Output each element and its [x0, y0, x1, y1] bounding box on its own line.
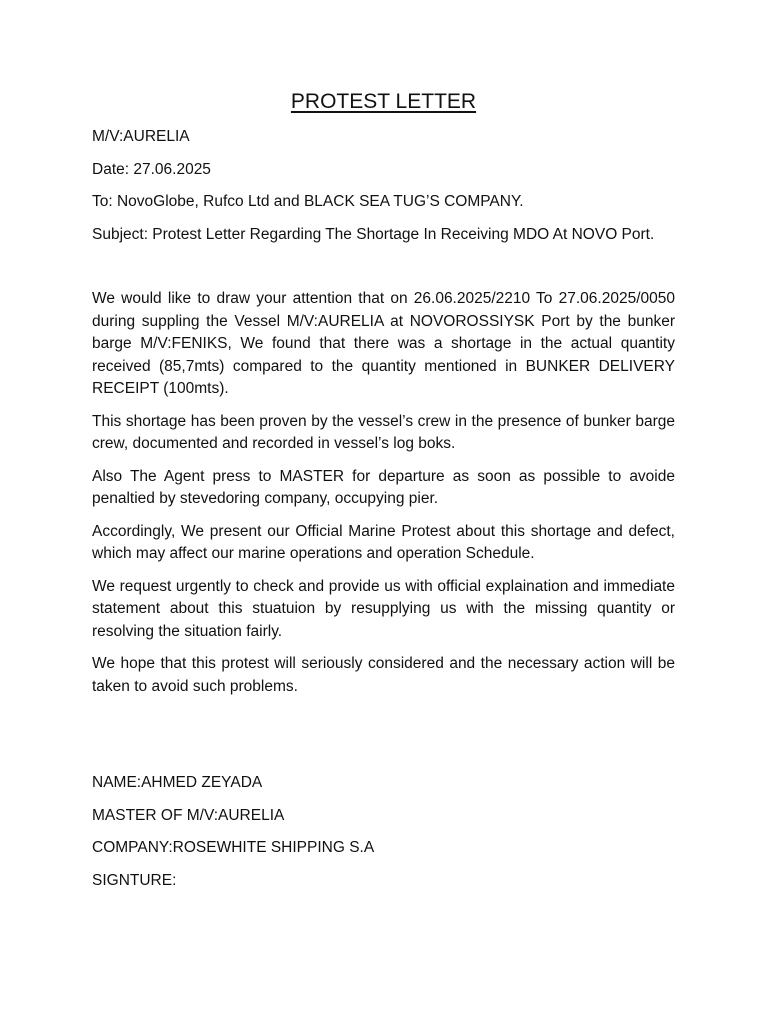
letter-page [92, 88, 675, 902]
body-paragraph: We hope that this protest will seriously considered and the necessary action will be taken to avoid such problems. [92, 655, 675, 695]
body-paragraph: Also The Agent press to MASTER for departure as soon as possible to avoide penaltied by stevedoring company, occupying pier. [92, 467, 675, 507]
document-title: PROTEST LETTER [290, 90, 477, 113]
body-paragraph: We request urgently to check and provide us with official explaination and immediate statement about this stuatuion by resupplying us with the missing quantity or resolving the situation fairly. [92, 577, 675, 640]
signatory-position: MASTER OF M/V:AURELIA [92, 806, 285, 824]
spacer [92, 256, 675, 288]
signature-field: SIGNTURE: [92, 871, 177, 889]
date-line: Date: 27.06.2025 [92, 160, 211, 178]
signatory-company: COMPANY:ROSEWHITE SHIPPING S.A [92, 839, 375, 856]
body-paragraph: This shortage has been proven by the vessel’s crew in the presence of bunker barge crew, documented and recorded in vessel’s log boks. [92, 412, 675, 452]
body-paragraph: Accordingly, We present our Official Marine Protest about this shortage and defect, which may affect our marine operations and operation Schedule. [92, 522, 675, 562]
signatory-name: NAME:AHMED ZEYADA [92, 774, 263, 791]
spacer [92, 708, 675, 772]
recipient-line: To: NovoGlobe, Rufco Ltd and BLACK SEA TUG’S COMPANY. [92, 193, 524, 210]
subject-line: Subject: Protest Letter Regarding The Shortage In Receiving MDO At NOVO Port. [92, 225, 655, 243]
vessel-line: M/V:AURELIA [92, 128, 190, 145]
body-paragraph: We would like to draw your attention that on 26.06.2025/2210 To 27.06.2025/0050 during suppling the Vessel M/V:AURELIA at NOVOROSSIYSK Port by the bunker barge M/V:FENIKS, We found that there was a shortage in the actual quantity received (85,7mts) compared to the quantity mentioned in BUNKER DELIVERY RECEIPT (100mts). [92, 290, 675, 397]
